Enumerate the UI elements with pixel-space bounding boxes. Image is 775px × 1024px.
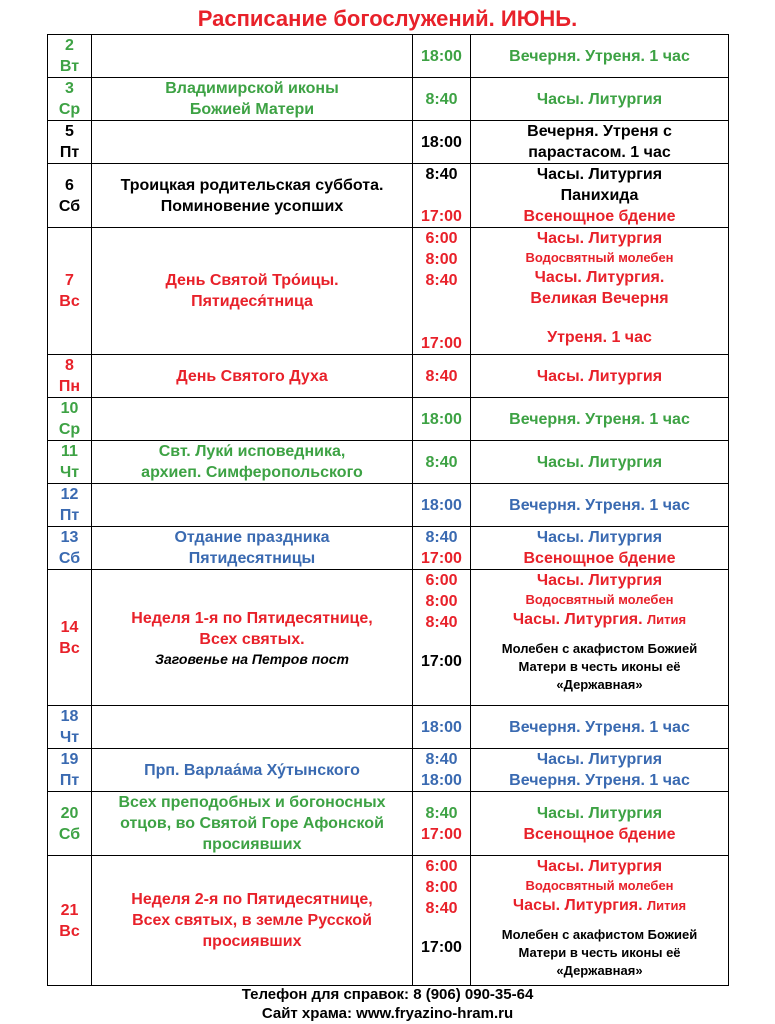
time-cell: 6:00 8:00 8:40 17:00	[413, 570, 471, 706]
feast-cell: Троицкая родительская суббота. Поминовение усопших	[92, 164, 413, 228]
feast-cell: День Святого Духа	[92, 355, 413, 398]
feast-cell	[92, 398, 413, 441]
service-cell: Часы. Литургия	[471, 78, 729, 121]
date-cell: 2 Вт	[48, 35, 92, 78]
date-cell: 20 Сб	[48, 792, 92, 856]
feast-cell: День Святой Тро́ицы. Пятидеся́тница	[92, 228, 413, 355]
table-row	[48, 706, 729, 749]
time-cell: 8:40 17:00	[413, 164, 471, 228]
time-cell: 6:00 8:00 8:40 17:00	[413, 228, 471, 355]
time-cell: 18:00	[413, 706, 471, 749]
time-cell: 8:40 17:00	[413, 527, 471, 570]
date-cell: 19 Пт	[48, 749, 92, 792]
table-row	[48, 398, 729, 441]
table-row	[48, 527, 729, 570]
feast-cell: Отдание праздника Пятидесятницы	[92, 527, 413, 570]
page-title: Расписание богослужений. ИЮНЬ.	[197, 6, 578, 31]
date-cell: 5 Пт	[48, 121, 92, 164]
date-cell: 11 Чт	[48, 441, 92, 484]
service-cell: Часы. Литургия Всенощное бдение	[471, 792, 729, 856]
feast-cell	[92, 35, 413, 78]
date-cell: 7 Вс	[48, 228, 92, 355]
table-row	[48, 35, 729, 78]
service-cell: Часы. Литургия Всенощное бдение	[471, 527, 729, 570]
date-cell: 13 Сб	[48, 527, 92, 570]
time-cell: 8:40	[413, 355, 471, 398]
feast-cell	[92, 706, 413, 749]
feast-cell: Неделя 2-я по Пятидесятнице, Всех святых, в земле Русской просиявших	[92, 856, 413, 986]
time-cell: 18:00	[413, 484, 471, 527]
service-cell: Часы. Литургия Водосвятный молебен Часы. Литургия. Лития Молебен с акафистом Божией Матери в честь иконы её «Державная»	[471, 856, 729, 986]
schedule-table	[47, 34, 729, 986]
service-cell: Часы. Литургия	[471, 355, 729, 398]
site-text: Сайт храма: www.fryazino-hram.ru	[261, 1005, 514, 1022]
service-cell: Вечерня. Утреня. 1 час	[471, 484, 729, 527]
feast-cell: Всех преподобных и богоносных отцов, во Святой Горе Афонской просиявших	[92, 792, 413, 856]
date-cell: 18 Чт	[48, 706, 92, 749]
date-cell: 12 Пт	[48, 484, 92, 527]
date-cell: 3 Ср	[48, 78, 92, 121]
table-row	[48, 856, 729, 986]
table-row	[48, 164, 729, 228]
service-cell: Часы. Литургия Вечерня. Утреня. 1 час	[471, 749, 729, 792]
table-row	[48, 441, 729, 484]
table-row	[48, 121, 729, 164]
feast-cell: Свт. Луки́ исповедника, архиеп. Симферопольского	[92, 441, 413, 484]
table-row	[48, 355, 729, 398]
table-row	[48, 749, 729, 792]
date-cell: 10 Ср	[48, 398, 92, 441]
time-cell: 6:00 8:00 8:40 17:00	[413, 856, 471, 986]
time-cell: 8:40 17:00	[413, 792, 471, 856]
service-cell: Вечерня. Утреня. 1 час	[471, 398, 729, 441]
feast-cell: Неделя 1-я по Пятидесятнице, Всех святых. Заговенье на Петров пост	[92, 570, 413, 706]
table-row	[48, 228, 729, 355]
feast-cell	[92, 121, 413, 164]
time-cell: 8:40	[413, 441, 471, 484]
date-cell: 6 Сб	[48, 164, 92, 228]
date-cell: 21 Вс	[48, 856, 92, 986]
feast-cell: Владимирской иконы Божией Матери	[92, 78, 413, 121]
time-cell: 18:00	[413, 121, 471, 164]
phone-text: Телефон для справок: 8 (906) 090-35-64	[241, 986, 534, 1003]
service-cell: Вечерня. Утреня. 1 час	[471, 35, 729, 78]
table-row	[48, 484, 729, 527]
table-row	[48, 792, 729, 856]
service-cell: Часы. Литургия Панихида Всенощное бдение	[471, 164, 729, 228]
table-row	[48, 78, 729, 121]
service-cell: Вечерня. Утреня с парастасом. 1 час	[471, 121, 729, 164]
feast-cell	[92, 484, 413, 527]
service-cell: Часы. Литургия Водосвятный молебен Часы. Литургия. Великая Вечерня Утреня. 1 час	[471, 228, 729, 355]
date-cell: 14 Вс	[48, 570, 92, 706]
time-cell: 8:40	[413, 78, 471, 121]
service-cell: Часы. Литургия	[471, 441, 729, 484]
table-row	[48, 570, 729, 706]
service-cell: Вечерня. Утреня. 1 час	[471, 706, 729, 749]
time-cell: 18:00	[413, 35, 471, 78]
footer	[0, 985, 775, 1023]
time-cell: 18:00	[413, 398, 471, 441]
date-cell: 8 Пн	[48, 355, 92, 398]
service-cell: Часы. Литургия Водосвятный молебен Часы. Литургия. Лития Молебен с акафистом Божией Матери в честь иконы её «Державная»	[471, 570, 729, 706]
time-cell: 8:40 18:00	[413, 749, 471, 792]
feast-cell: Прп. Варлаа́ма Ху́тынского	[92, 749, 413, 792]
